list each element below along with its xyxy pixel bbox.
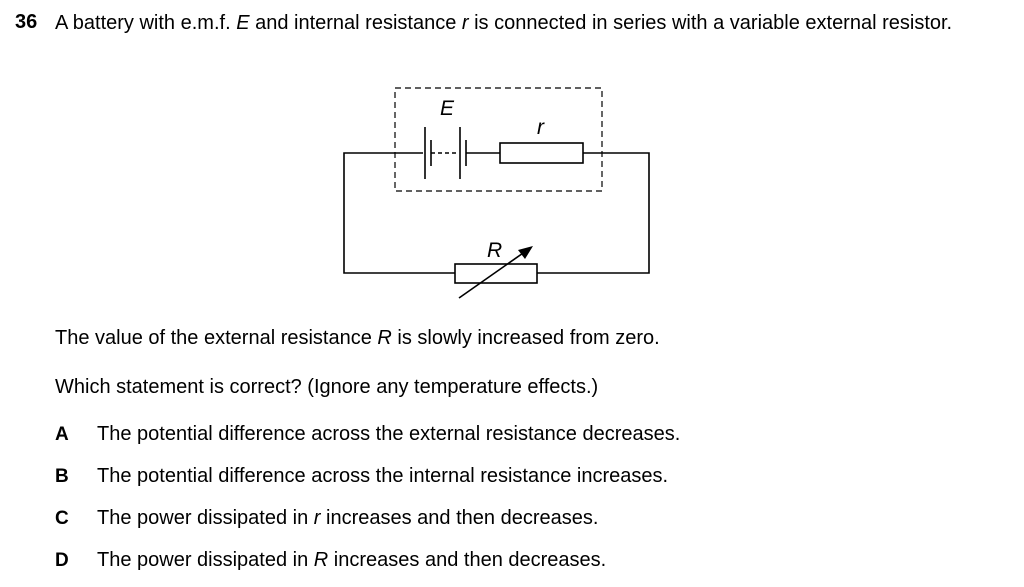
statement-part-2: is slowly increased from zero. [391,327,660,349]
label-emf: E [440,97,455,120]
option-b-letter: B [55,466,69,487]
stem-text-1: A battery with e.m.f. [55,12,237,34]
option-c-text-before: The power dissipated in [97,507,314,529]
variable-arrow-head [518,246,533,259]
question-prompt: Which statement is correct? (Ignore any temperature effects.) [55,376,599,398]
internal-resistor [500,143,583,163]
stem-text-3: is connected in series with a variable external resistor. [468,12,953,34]
wire-left [344,153,455,273]
statement-symbol-R: R [377,327,392,349]
option-c-text [97,507,598,530]
statement-part-1: The value of the external resistance [55,327,378,349]
stem-symbol-r: r [461,12,469,34]
statement-text [55,327,660,350]
option-c-text-after: increases and then decreases. [320,507,599,529]
stem-symbol-E: E [236,12,250,34]
battery-enclosure [395,88,602,191]
question-number: 36 [15,11,38,33]
option-d-text-before: The power dissipated in [97,549,314,571]
label-external-R: R [487,239,503,262]
label-internal-r: r [537,116,544,139]
option-d-symbol: R [313,549,329,571]
option-a-letter: A [55,424,69,445]
stem-text-2: and internal resistance [249,12,462,34]
option-d-text-after: increases and then decreases. [328,549,607,571]
external-resistor [455,264,537,283]
option-b-text: The potential difference across the internal resistance increases. [97,465,669,487]
option-c-letter: C [55,508,69,529]
wire-right [537,153,649,273]
option-a-text: The potential difference across the external resistance decreases. [97,423,681,445]
option-d-letter: D [55,550,69,571]
option-d-text [97,549,606,572]
option-c-symbol: r [313,507,321,529]
